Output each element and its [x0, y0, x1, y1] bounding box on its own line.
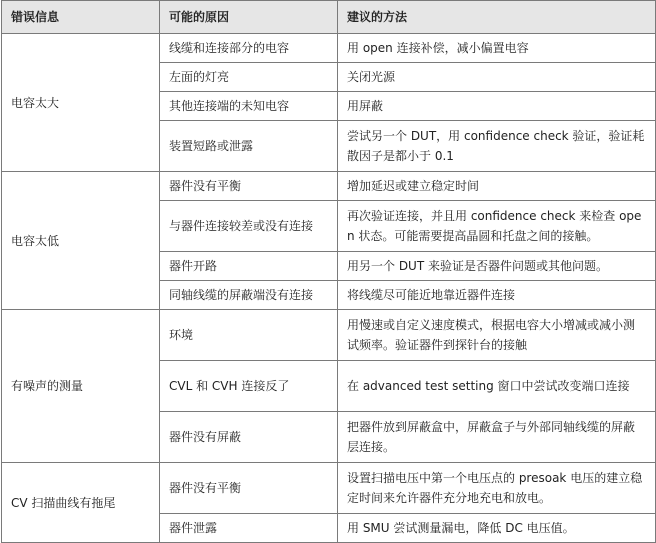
method-cell: 将线缆尽可能近地靠近器件连接 — [338, 281, 656, 310]
header-row — [2, 1, 656, 34]
cause-cell: CVL 和 CVH 连接反了 — [160, 361, 338, 412]
table-row — [2, 172, 656, 201]
table-row — [2, 463, 656, 514]
cause-cell: 环境 — [160, 310, 338, 361]
method-cell: 用另一个 DUT 来验证是否器件问题或其他问题。 — [338, 252, 656, 281]
method-cell: 设置扫描电压中第一个电压点的 presoak 电压的建立稳定时间来允许器件充分地充电和放电。 — [338, 463, 656, 514]
method-cell: 关闭光源 — [338, 63, 656, 92]
error-cell: 有噪声的测量 — [2, 310, 160, 463]
error-cell: 电容太低 — [2, 172, 160, 310]
error-cell: 电容太大 — [2, 34, 160, 172]
cause-cell: 器件没有平衡 — [160, 463, 338, 514]
header-method: 建议的方法 — [338, 1, 656, 34]
method-cell: 把器件放到屏蔽盒中，屏蔽盒子与外部同轴线缆的屏蔽层连接。 — [338, 412, 656, 463]
troubleshooting-table — [1, 0, 656, 543]
method-cell: 用 open 连接补偿，减小偏置电容 — [338, 34, 656, 63]
cause-cell: 与器件连接较差或没有连接 — [160, 201, 338, 252]
cause-cell: 器件没有平衡 — [160, 172, 338, 201]
method-cell: 增加延迟或建立稳定时间 — [338, 172, 656, 201]
header-error: 错误信息 — [2, 1, 160, 34]
table-row — [2, 34, 656, 63]
method-cell: 再次验证连接，并且用 confidence check 来检查 open 状态。可能需要提高晶圆和托盘之间的接触。 — [338, 201, 656, 252]
cause-cell: 器件没有屏蔽 — [160, 412, 338, 463]
cause-cell: 器件泄露 — [160, 514, 338, 543]
cause-cell: 其他连接端的未知电容 — [160, 92, 338, 121]
error-cell: CV 扫描曲线有拖尾 — [2, 463, 160, 543]
cause-cell: 器件开路 — [160, 252, 338, 281]
cause-cell: 线缆和连接部分的电容 — [160, 34, 338, 63]
cause-cell: 左面的灯亮 — [160, 63, 338, 92]
method-cell: 尝试另一个 DUT，用 confidence check 验证，验证耗散因子是都小于 0.1 — [338, 121, 656, 172]
method-cell: 在 advanced test setting 窗口中尝试改变端口连接 — [338, 361, 656, 412]
method-cell: 用屏蔽 — [338, 92, 656, 121]
method-cell: 用 SMU 尝试测量漏电，降低 DC 电压值。 — [338, 514, 656, 543]
cause-cell: 装置短路或泄露 — [160, 121, 338, 172]
method-cell: 用慢速或自定义速度模式，根据电容大小增减或减小测试频率。验证器件到探针台的接触 — [338, 310, 656, 361]
header-cause: 可能的原因 — [160, 1, 338, 34]
cause-cell: 同轴线缆的屏蔽端没有连接 — [160, 281, 338, 310]
table-row — [2, 310, 656, 361]
